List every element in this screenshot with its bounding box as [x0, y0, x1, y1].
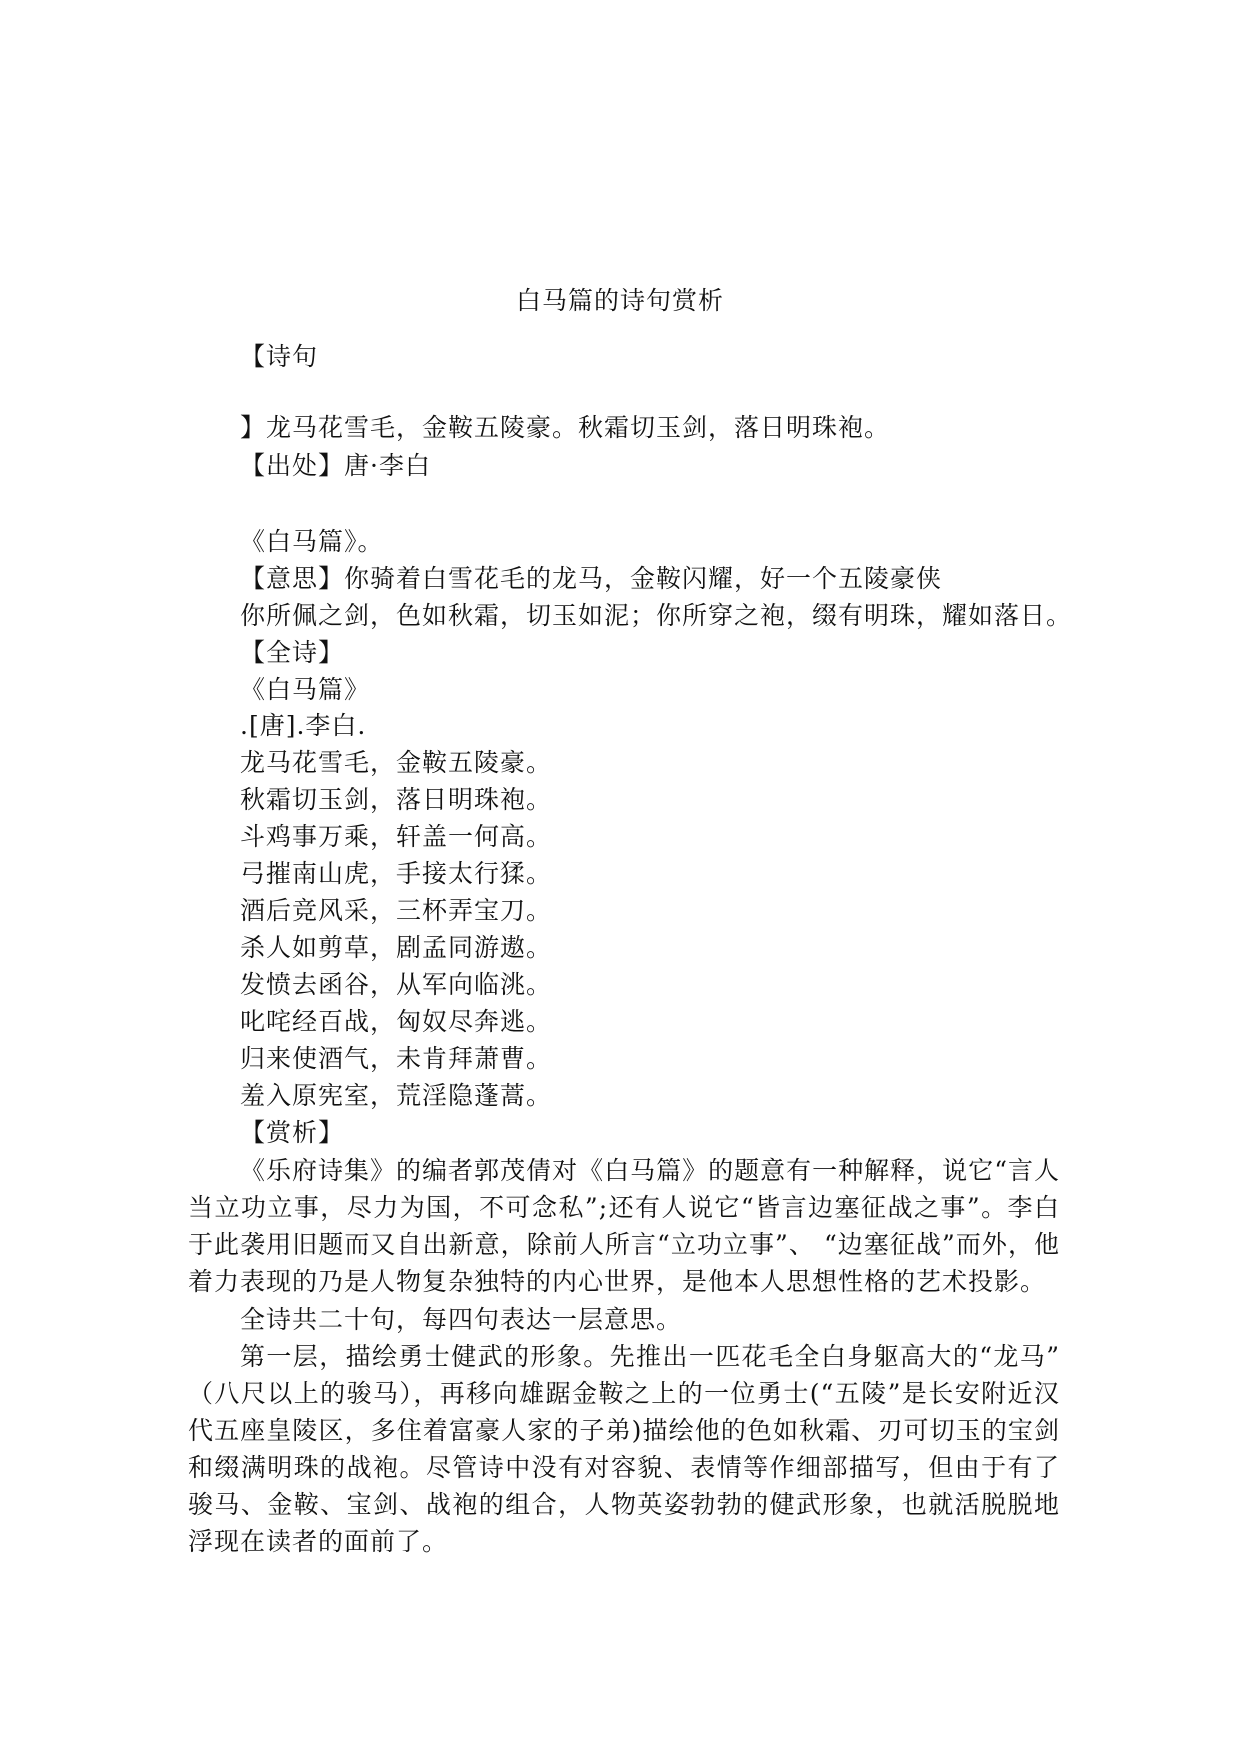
appreciation-paragraph: 全诗共二十句，每四句表达一层意思。	[240, 1305, 683, 1334]
meaning-line: 【意思】你骑着白雪花毛的龙马，金鞍闪耀，好一个五陵豪侠	[240, 564, 943, 593]
poem-line: 发愤去函谷，从军向临洮。	[240, 970, 553, 999]
page-title: 白马篇的诗句赏析	[515, 286, 724, 315]
meaning-continuation: 你所佩之剑，色如秋霜，切玉如泥；你所穿之袍，缀有明珠，耀如落日。	[240, 601, 1073, 630]
poem-title: 《白马篇》	[240, 675, 371, 704]
source-line: 【出处】唐·李白	[240, 451, 431, 480]
poem-author: .[唐].李白.	[240, 711, 367, 740]
poem-line: 龙马花雪毛，金鞍五陵豪。	[240, 748, 553, 777]
appreciation-paragraph: 第一层，描绘勇士健武的形象。先推出一匹花毛全白身躯高大的“龙马” （八尺以上的骏马），再移向雄踞金鞍之上的一位勇士(“五陵”是长安附近汉代五座皇陵区，多住着富豪人家的子弟)描绘他的色如秋霜、刃可切玉的宝剑和缀满明珠的战袍。尽管诗中没有对容貌、表情等作细部描写，但由于有了骏马、金鞍、宝剑、战袍的组合，人物英姿勃勃的健武形象，也就活脱脱地浮现在读者的面前了。	[188, 1342, 1060, 1556]
poem-line: 弓摧南山虎，手接太行猱。	[240, 859, 553, 888]
source-work: 《白马篇》。	[240, 527, 384, 556]
poem-line: 酒后竞风采，三杯弄宝刀。	[240, 896, 553, 925]
appreciation-label: 【赏析】	[240, 1118, 345, 1147]
verse-line: 】龙马花雪毛，金鞍五陵豪。秋霜切玉剑，落日明珠袍。	[240, 413, 891, 442]
poem-line: 叱咤经百战，匈奴尽奔逃。	[240, 1007, 553, 1036]
poem-line: 归来使酒气，未肯拜萧曹。	[240, 1044, 553, 1073]
poem-line: 杀人如剪草，剧孟同游遨。	[240, 933, 553, 962]
full-poem-label: 【全诗】	[240, 638, 345, 667]
poem-line: 斗鸡事万乘，轩盖一何高。	[240, 822, 553, 851]
poem-line: 羞入原宪室，荒淫隐蓬蒿。	[240, 1081, 553, 1110]
poem-line: 秋霜切玉剑，落日明珠袍。	[240, 785, 553, 814]
verse-label: 【诗句	[240, 342, 319, 371]
appreciation-paragraph: 《乐府诗集》的编者郭茂倩对《白马篇》的题意有一种解释，说它“言人当立功立事，尽力为国，不可念私”;还有人说它“皆言边塞征战之事”。李白于此袭用旧题而又自出新意，除前人所言“立功立事”、 “边塞征战”而外，他着力表现的乃是人物复杂独特的内心世界，是他本人思想性格的艺术投影。	[188, 1156, 1060, 1296]
